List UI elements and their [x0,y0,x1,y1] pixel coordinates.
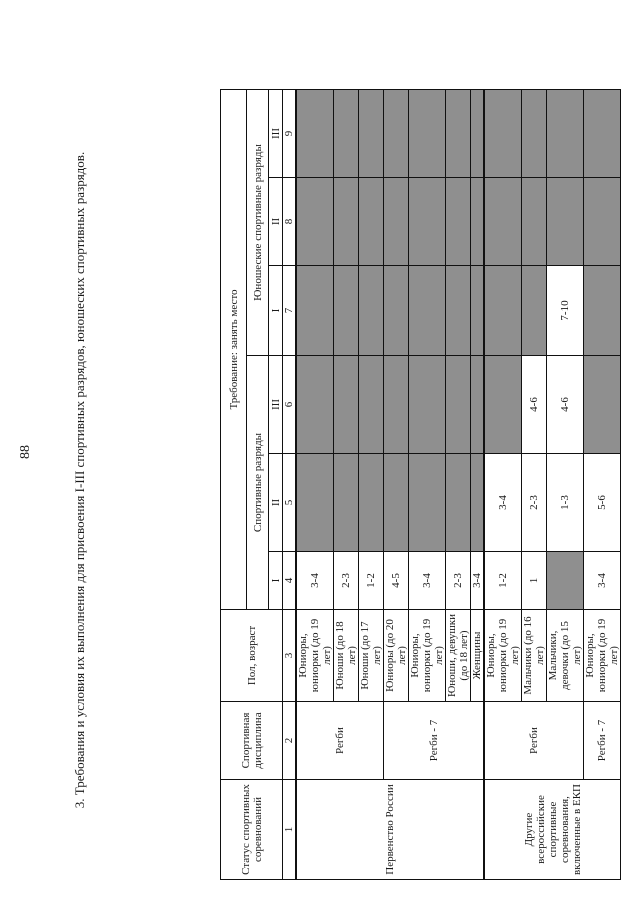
value-cell [296,454,334,552]
value-cell [409,266,446,356]
value-cell: 2-3 [334,552,359,610]
value-cell [446,454,471,552]
section-heading: 3. Требования и условия их выполнения для присвоения I-III спортивных разрядов, юношеских спортивных разрядов. [72,151,87,809]
value-cell [547,178,584,266]
value-cell [409,178,446,266]
value-cell: 3-4 [471,552,485,610]
value-cell [471,266,485,356]
header-discipline: Спортивная дисциплина [221,702,283,780]
value-cell: 3-4 [409,552,446,610]
column-number: 8 [283,178,297,266]
value-cell [471,454,485,552]
sex-age-cell: Юниоры, юниорки (до 19 лет) [409,610,446,702]
column-number: 7 [283,266,297,356]
value-cell: 1-3 [547,454,584,552]
value-cell [334,266,359,356]
value-cell [296,178,334,266]
value-cell [384,266,409,356]
value-cell: 1-2 [359,552,384,610]
discipline-cell: Регби [296,702,384,780]
table-row [296,89,334,879]
sex-age-cell: Мальчики (до 16 лет) [522,610,547,702]
value-cell [522,178,547,266]
value-cell: 1-2 [484,552,522,610]
table-row [384,89,409,879]
value-cell: 2-3 [446,552,471,610]
value-cell [471,356,485,454]
discipline-cell: Регби - 7 [384,702,485,780]
value-cell [446,178,471,266]
value-cell: 2-3 [522,454,547,552]
value-cell: 7-10 [547,266,584,356]
value-cell [409,454,446,552]
value-cell [384,356,409,454]
value-cell [384,454,409,552]
value-cell [484,89,522,177]
value-cell [584,178,621,266]
header-requirement: Требование: занять место [221,89,247,609]
column-number: 5 [283,454,297,552]
column-number: 1 [283,780,297,880]
value-cell [522,266,547,356]
value-cell [446,266,471,356]
discipline-cell: Регби [484,702,584,780]
header-status: Статус спортивных соревнований [221,780,283,880]
column-number: 2 [283,702,297,780]
header-rank-1: I [269,552,283,610]
value-cell [359,454,384,552]
value-cell [359,89,384,177]
sex-age-cell: Женщины [471,610,485,702]
table-row [484,89,522,879]
header-sport-ranks: Спортивные разряды [247,356,269,610]
value-cell [334,178,359,266]
discipline-cell: Регби - 7 [584,702,621,780]
value-cell [334,454,359,552]
value-cell: 1 [522,552,547,610]
column-number: 9 [283,89,297,177]
value-cell [446,89,471,177]
value-cell [359,178,384,266]
value-cell [359,266,384,356]
value-cell: 3-4 [296,552,334,610]
value-cell: 3-4 [584,552,621,610]
rotated-table-container [220,90,620,880]
value-cell [384,178,409,266]
value-cell [296,266,334,356]
value-cell [471,178,485,266]
header-sex-age: Пол, возраст [221,610,283,702]
value-cell [584,89,621,177]
value-cell: 4-5 [384,552,409,610]
header-rank-2: II [269,454,283,552]
value-cell [359,356,384,454]
table-row [584,89,621,879]
sex-age-cell: Юниоры (до 20 лет) [384,610,409,702]
sex-age-cell: Юноши (до 18 лет) [334,610,359,702]
header-youth-rank-2: II [269,178,283,266]
header-youth-rank-3: III [269,89,283,177]
value-cell [484,178,522,266]
value-cell [446,356,471,454]
value-cell [471,89,485,177]
value-cell: 4-6 [547,356,584,454]
value-cell: 5-6 [584,454,621,552]
value-cell [409,356,446,454]
page-number: 88 [18,445,33,459]
sex-age-cell: Юниоры, юниорки (до 19 лет) [484,610,522,702]
header-youth-ranks: Юношеские спортивные разряды [247,89,269,355]
column-number: 3 [283,610,297,702]
sex-age-cell: Мальчики, девочки (до 15 лет) [547,610,584,702]
value-cell [334,89,359,177]
status-cell: Другие всероссийские спортивные соревнования, включенные в ЕКП [484,780,621,880]
status-cell: Первенство России [296,780,484,880]
value-cell [296,89,334,177]
value-cell: 4-6 [522,356,547,454]
value-cell [547,552,584,610]
header-rank-3: III [269,356,283,454]
value-cell [584,356,621,454]
sex-age-cell: Юниоры, юниорки (до 19 лет) [296,610,334,702]
value-cell: 3-4 [484,454,522,552]
column-number: 4 [283,552,297,610]
value-cell [296,356,334,454]
requirements-table [220,89,621,880]
sex-age-cell: Юноши, девушки (до 18 лет) [446,610,471,702]
header-youth-rank-1: I [269,266,283,356]
value-cell [547,89,584,177]
value-cell [409,89,446,177]
sex-age-cell: Юниоры, юниорки (до 19 лет) [584,610,621,702]
value-cell [384,89,409,177]
value-cell [334,356,359,454]
value-cell [484,266,522,356]
value-cell [484,356,522,454]
sex-age-cell: Юноши (до 17 лет) [359,610,384,702]
value-cell [584,266,621,356]
column-number: 6 [283,356,297,454]
value-cell [522,89,547,177]
